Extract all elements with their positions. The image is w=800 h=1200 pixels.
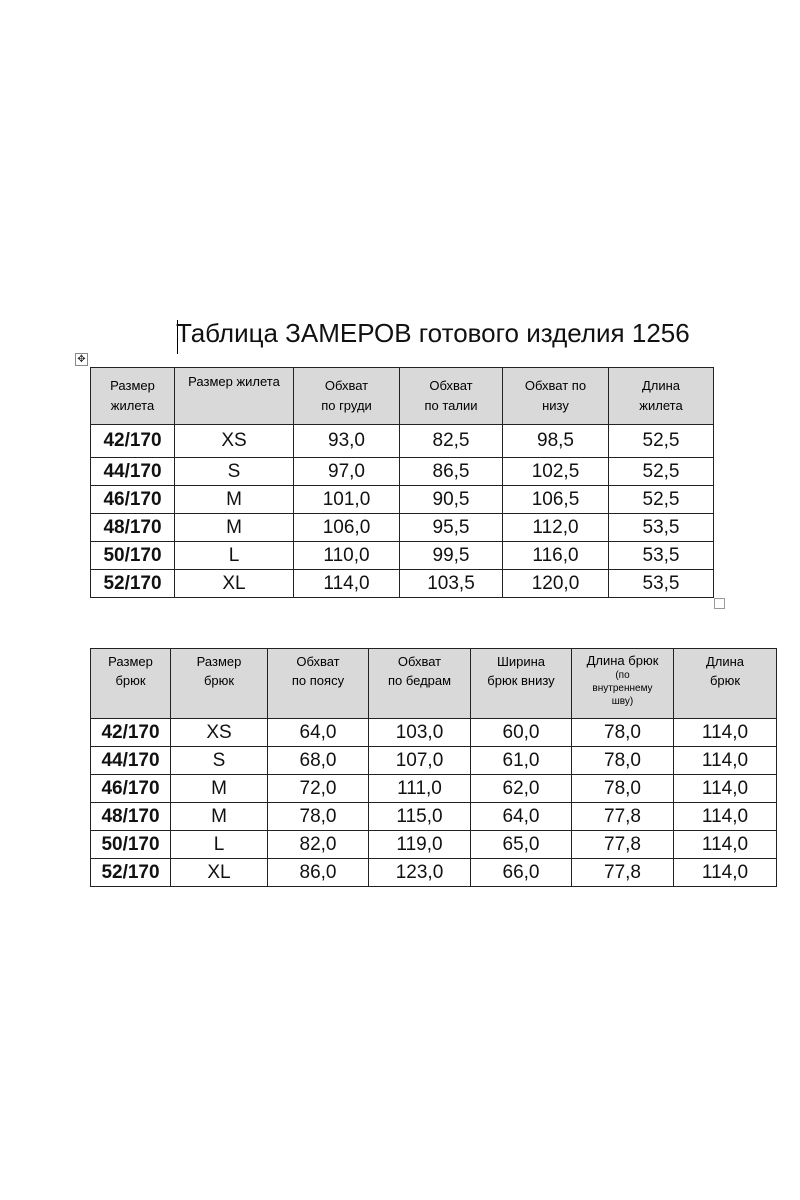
header-cell: Обхват по низу (503, 368, 609, 425)
header-cell: Длина жилета (609, 368, 714, 425)
table-cell: 106,5 (503, 486, 609, 514)
table-cell: 50/170 (91, 831, 171, 859)
table-cell: 53,5 (609, 570, 714, 598)
table-cell: 90,5 (400, 486, 503, 514)
table-cell: 52,5 (609, 486, 714, 514)
header-cell: Длина брюк (674, 649, 777, 719)
table-cell: 42/170 (91, 719, 171, 747)
table-cell: 95,5 (400, 514, 503, 542)
table-cell: 46/170 (91, 775, 171, 803)
table-cell: 52,5 (609, 458, 714, 486)
table-cell: 115,0 (369, 803, 471, 831)
table-row (91, 458, 714, 486)
table-cell: 93,0 (294, 425, 400, 458)
table-cell: 119,0 (369, 831, 471, 859)
table-cell: L (175, 542, 294, 570)
table-cell: 114,0 (674, 775, 777, 803)
table-cell: 97,0 (294, 458, 400, 486)
table-cell: 77,8 (572, 803, 674, 831)
table-cell: 48/170 (91, 514, 175, 542)
table-cell: 123,0 (369, 859, 471, 887)
table-header-row (91, 649, 777, 719)
table-cell: 116,0 (503, 542, 609, 570)
table-cell: 114,0 (674, 719, 777, 747)
table-cell: 107,0 (369, 747, 471, 775)
vest-measurements-table (90, 367, 714, 598)
header-cell: Обхват по бедрам (369, 649, 471, 719)
table-row (91, 542, 714, 570)
table-cell: 52,5 (609, 425, 714, 458)
table-cell: XS (171, 719, 268, 747)
table-cell: 64,0 (268, 719, 369, 747)
table-cell: 77,8 (572, 831, 674, 859)
table-cell: 99,5 (400, 542, 503, 570)
header-cell: Размер брюк (91, 649, 171, 719)
table-header-row (91, 368, 714, 425)
table-cell: 78,0 (572, 719, 674, 747)
pants-measurements-table (90, 648, 777, 887)
table-row (91, 831, 777, 859)
table-cell: 114,0 (674, 859, 777, 887)
table-cell: 86,0 (268, 859, 369, 887)
header-cell: Размер жилета (91, 368, 175, 425)
table-cell: S (175, 458, 294, 486)
header-cell: Обхват по талии (400, 368, 503, 425)
table-row (91, 486, 714, 514)
table-cell: M (175, 514, 294, 542)
header-cell: Длина брюк (по внутреннему шву) (572, 649, 674, 719)
table-cell: XL (171, 859, 268, 887)
table-cell: 46/170 (91, 486, 175, 514)
table-cell: 53,5 (609, 542, 714, 570)
table-row (91, 775, 777, 803)
table-cell: 77,8 (572, 859, 674, 887)
header-cell: Обхват по поясу (268, 649, 369, 719)
table-cell: XL (175, 570, 294, 598)
table-cell: 110,0 (294, 542, 400, 570)
table-cell: 78,0 (572, 747, 674, 775)
table-move-handle-icon[interactable]: ✥ (75, 353, 88, 366)
page-title: Таблица ЗАМЕРОВ готового изделия 1256 (176, 318, 690, 348)
table-cell: 60,0 (471, 719, 572, 747)
table-cell: 103,5 (400, 570, 503, 598)
table-row (91, 859, 777, 887)
table-cell: 98,5 (503, 425, 609, 458)
table-cell: 64,0 (471, 803, 572, 831)
table-cell: 114,0 (674, 747, 777, 775)
table-cell: 44/170 (91, 458, 175, 486)
table-row (91, 747, 777, 775)
table-row (91, 719, 777, 747)
table-cell: XS (175, 425, 294, 458)
table-cell: M (175, 486, 294, 514)
table-cell: L (171, 831, 268, 859)
table-cell: 50/170 (91, 542, 175, 570)
table-cell: 114,0 (674, 803, 777, 831)
header-cell: Ширина брюк внизу (471, 649, 572, 719)
table-cell: 52/170 (91, 859, 171, 887)
table-cell: 66,0 (471, 859, 572, 887)
table-cell: 103,0 (369, 719, 471, 747)
table-cell: 106,0 (294, 514, 400, 542)
table-cell: M (171, 775, 268, 803)
table-cell: 86,5 (400, 458, 503, 486)
table-resize-handle[interactable] (714, 598, 725, 609)
table-cell: 68,0 (268, 747, 369, 775)
table-cell: 78,0 (572, 775, 674, 803)
table-cell: 112,0 (503, 514, 609, 542)
table-cell: 48/170 (91, 803, 171, 831)
table-row (91, 803, 777, 831)
table-cell: M (171, 803, 268, 831)
table-cell: 111,0 (369, 775, 471, 803)
table-cell: 114,0 (294, 570, 400, 598)
table-cell: 65,0 (471, 831, 572, 859)
table-cell: 42/170 (91, 425, 175, 458)
table-row (91, 514, 714, 542)
table-cell: 114,0 (674, 831, 777, 859)
table-cell: S (171, 747, 268, 775)
inseam-note: (по внутреннему шву) (592, 670, 653, 707)
table-cell: 53,5 (609, 514, 714, 542)
table-cell: 82,5 (400, 425, 503, 458)
table-cell: 102,5 (503, 458, 609, 486)
table-row (91, 425, 714, 458)
table-cell: 72,0 (268, 775, 369, 803)
table-cell: 62,0 (471, 775, 572, 803)
table-cell: 120,0 (503, 570, 609, 598)
table-row (91, 570, 714, 598)
table-cell: 61,0 (471, 747, 572, 775)
header-cell: Обхват по груди (294, 368, 400, 425)
table-cell: 82,0 (268, 831, 369, 859)
header-cell: Размер жилета (175, 368, 294, 425)
table-cell: 101,0 (294, 486, 400, 514)
table-cell: 78,0 (268, 803, 369, 831)
table-cell: 44/170 (91, 747, 171, 775)
table-cell: 52/170 (91, 570, 175, 598)
header-cell: Размер брюк (171, 649, 268, 719)
